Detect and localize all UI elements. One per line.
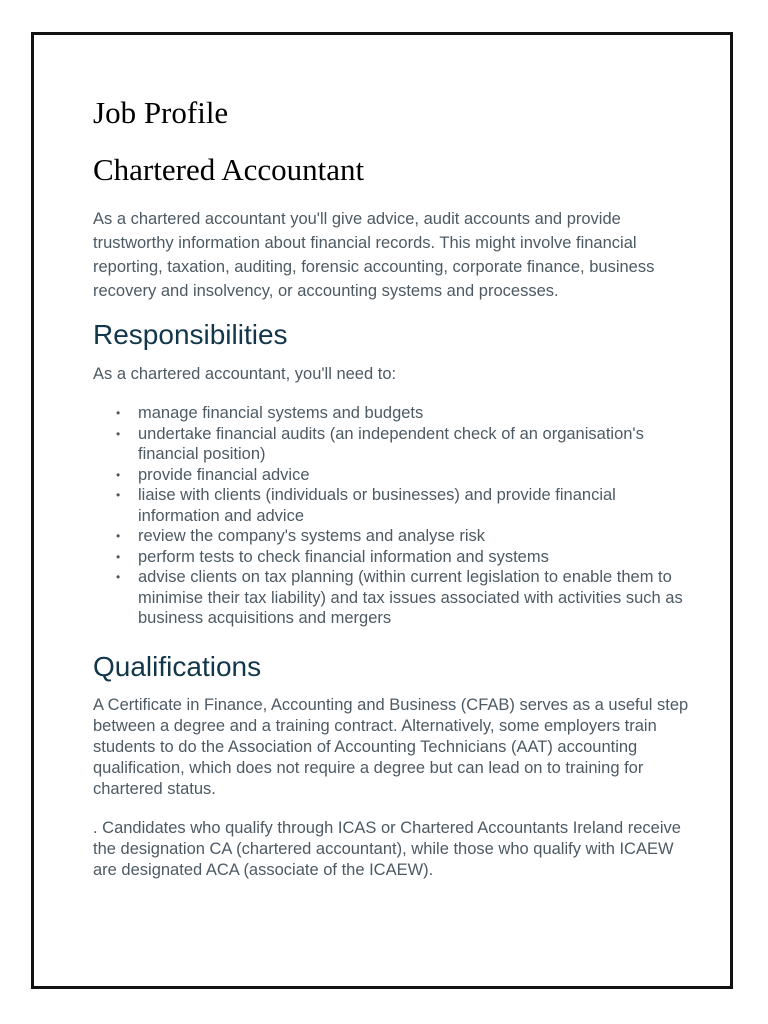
list-item-text: undertake financial audits (an independent check of an organisation's financial position) — [138, 424, 644, 463]
qualifications-paragraph-2: . Candidates who qualify through ICAS or Chartered Accountants Ireland receive the designation CA (chartered accountant), while those who qualify with ICAEW are designated ACA (associate of the ICAEW). — [93, 819, 681, 879]
list-item — [93, 567, 693, 629]
responsibilities-list — [93, 403, 693, 629]
bullet-icon: • — [116, 467, 121, 482]
list-item-text: perform tests to check financial information and systems — [138, 547, 549, 566]
list-item — [93, 403, 693, 424]
page-frame — [31, 32, 733, 989]
qualifications-heading: Qualifications — [93, 651, 262, 682]
bullet-icon: • — [116, 426, 121, 441]
responsibilities-lead: As a chartered accountant, you'll need to: — [93, 365, 397, 383]
bullet-icon: • — [116, 529, 121, 543]
list-item — [93, 547, 693, 568]
responsibilities-heading: Responsibilities — [93, 319, 288, 350]
list-item-text: advise clients on tax planning (within current legislation to enable them to minimise their tax liability) and tax issues associated with activities such as business acquisitions and mergers — [138, 568, 683, 627]
bullet-icon: • — [116, 549, 121, 564]
bullet-icon: • — [116, 406, 121, 420]
list-item-text: provide financial advice — [138, 465, 310, 484]
bullet-icon: • — [116, 488, 121, 502]
page-title: Job Profile — [93, 95, 229, 130]
intro-paragraph: As a chartered accountant you'll give advice, audit accounts and provide trustworthy information about financial records. This might involve financial reporting, taxation, auditing, forensic accounting, corporate finance, business recovery and insolvency, or accounting systems and processes. — [93, 210, 655, 300]
job-title: Chartered Accountant — [93, 152, 365, 187]
list-item-text: liaise with clients (individuals or businesses) and provide financial information and advice — [138, 486, 616, 525]
list-item — [93, 526, 693, 547]
qualifications-paragraph-1: A Certificate in Finance, Accounting and Business (CFAB) serves as a useful step between a degree and a training contract. Alternatively, some employers train students to do the Association of Accounting Technicians (AAT) accounting qualification, which does not require a degree but can lead on to training for chartered status. — [93, 696, 689, 798]
list-item — [93, 485, 693, 526]
list-item — [93, 465, 693, 486]
bullet-icon: • — [116, 570, 121, 584]
list-item-text: review the company's systems and analyse risk — [138, 527, 486, 545]
list-item-text: manage financial systems and budgets — [138, 404, 424, 422]
list-item — [93, 424, 693, 465]
